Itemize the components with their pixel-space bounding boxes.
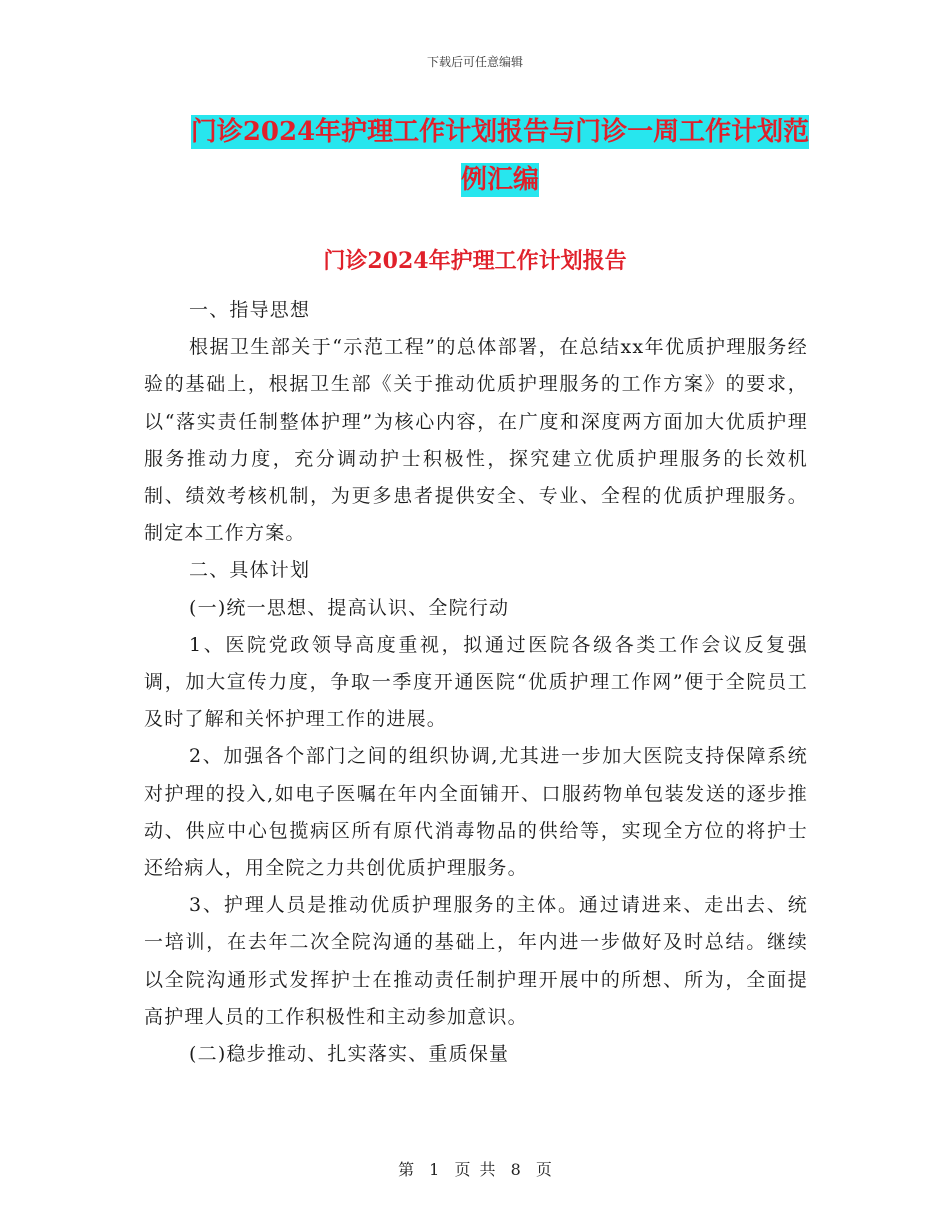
heading-guiding-ideology: 一、指导思想 — [189, 299, 311, 321]
paragraph-guiding-ideology: 根据卫生部关于“示范工程”的总体部署，在总结xx年优质护理服务经验的基础上，根据卫生部《关于推动优质护理服务的工作方案》的要求，以“落实责任制整体护理”为核心内容，在广度和深度两方面加大优质护理服务推动力度，充分调动护士积极性，探究建立优质护理服务的长效机制、绩效考核机制，为更多患者提供安全、专业、全程的优质护理服务。制定本工作方案。 — [144, 336, 808, 545]
subheading-steady-progress: (二)稳步推动、扎实落实、重质保量 — [189, 1043, 510, 1066]
footer-mid: 页 共 — [454, 1160, 496, 1179]
footer-page-number: 1 — [429, 1160, 440, 1179]
document-title-text: 门诊2024年护理工作计划报告与门诊一周工作计划范例汇编 — [190, 117, 810, 195]
paragraph-item-2: 2、加强各个部门之间的组织协调,尤其进一步加大医院支持保障系统对护理的投入,如电子医嘱在年内全面铺开、口服药物单包装发送的逐步推动、供应中心包揽病区所有原代消毒物品的供给等，实现全方位的将护士还给病人，用全院之力共创优质护理服务。 — [144, 745, 808, 880]
paragraph-item-3: 3、护理人员是推动优质护理服务的主体。通过请进来、走出去、统一培训，在去年二次全院沟通的基础上，年内进一步做好及时总结。继续以全院沟通形式发挥护士在推动责任制护理开展中的所想、所为，全面提高护理人员的工作积极性和主动参加意识。 — [144, 894, 808, 1028]
paragraph-item-1: 1、医院党政领导高度重视，拟通过医院各级各类工作会议反复强调，加大宣传力度，争取一季度开通医院“优质护理工作网”便于全院员工及时了解和关怀护理工作的进展。 — [144, 633, 808, 731]
footer-prefix: 第 — [398, 1160, 415, 1179]
subheading-unify-thinking: (一)统一思想、提高认识、全院行动 — [189, 596, 510, 619]
footer-suffix: 页 — [535, 1160, 552, 1179]
section-title: 门诊2024年护理工作计划报告 — [323, 248, 627, 274]
page-footer — [0, 1157, 950, 1180]
document-body — [144, 292, 808, 1073]
header-note: 下载后可任意编辑 — [426, 55, 523, 69]
document-title — [180, 108, 820, 204]
footer-total-pages: 8 — [510, 1160, 521, 1179]
heading-specific-plan: 二、具体计划 — [189, 559, 311, 582]
